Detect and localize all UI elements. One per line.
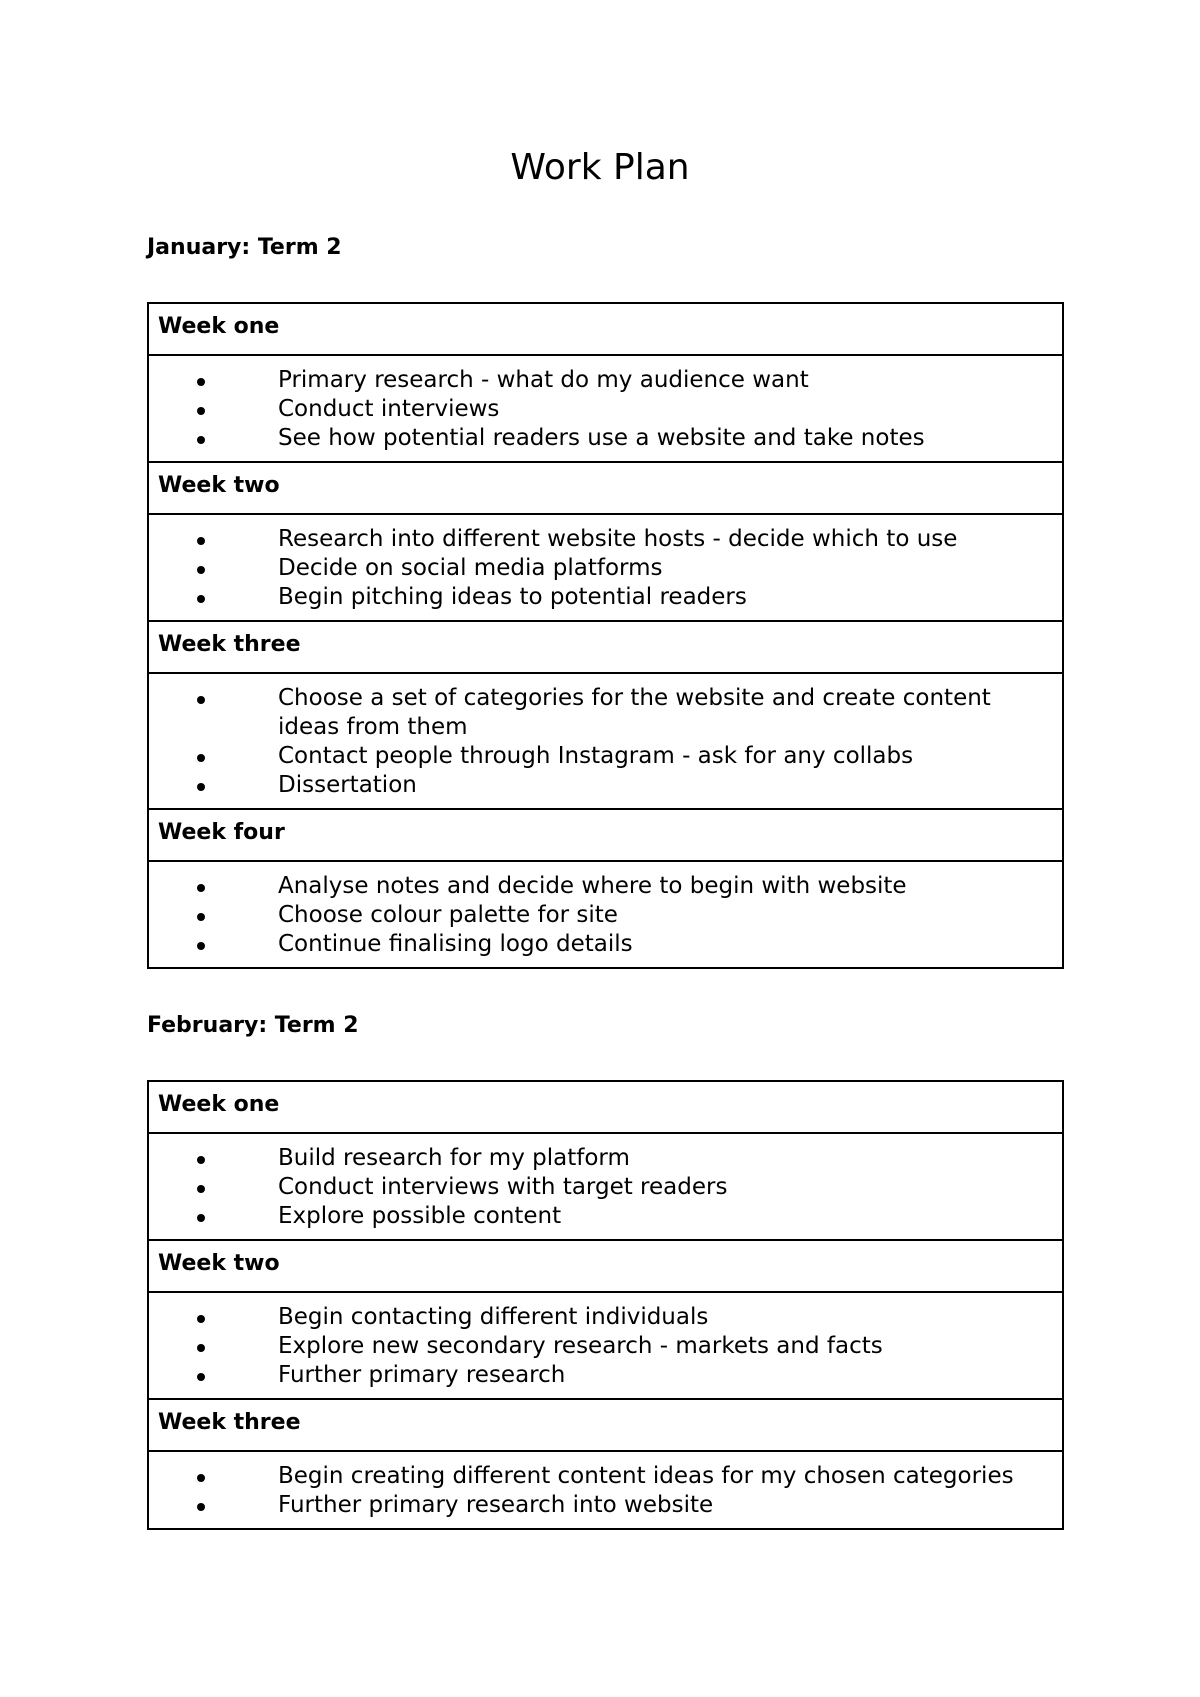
week-task-list [149, 1452, 1062, 1528]
task-item [184, 872, 1022, 901]
task-item [184, 684, 1022, 742]
week-task-list [149, 356, 1062, 463]
task-item [184, 1144, 1022, 1173]
task-text: Conduct interviews with target readers [278, 1174, 728, 1200]
section-heading-february: February: Term 2 [147, 1013, 359, 1038]
task-item [184, 1303, 1022, 1332]
task-item [184, 424, 1022, 453]
task-item [184, 583, 1022, 612]
task-text: Begin creating different content ideas for my chosen categories [278, 1463, 1014, 1489]
task-text: Decide on social media platforms [278, 555, 663, 581]
page-title: Work Plan [510, 147, 690, 188]
task-item [184, 742, 1022, 771]
week-block [149, 304, 1062, 463]
bullet-list [231, 525, 1022, 612]
week-header: Week three [149, 1400, 1062, 1452]
week-table-february [147, 1080, 1064, 1530]
task-text: Choose a set of categories for the website and create content ideas from them [278, 685, 991, 740]
task-item [184, 771, 1022, 800]
task-item [184, 366, 1022, 395]
task-item [184, 395, 1022, 424]
task-item [184, 525, 1022, 554]
task-text: Dissertation [278, 772, 417, 798]
bullet-list [231, 684, 1022, 800]
task-text: Analyse notes and decide where to begin with website [278, 873, 907, 899]
task-item [184, 1361, 1022, 1390]
task-text: Research into different website hosts - decide which to use [278, 526, 958, 552]
week-header: Week two [149, 463, 1062, 515]
week-task-list [149, 515, 1062, 622]
week-task-list [149, 862, 1062, 967]
bullet-list [231, 1303, 1022, 1390]
task-item [184, 1173, 1022, 1202]
task-text: See how potential readers use a website and take notes [278, 425, 925, 451]
task-text: Primary research - what do my audience want [278, 367, 809, 393]
week-block [149, 463, 1062, 622]
bullet-list [231, 1462, 1022, 1520]
task-text: Explore new secondary research - markets and facts [278, 1333, 883, 1359]
task-text: Begin contacting different individuals [278, 1304, 709, 1330]
task-item [184, 901, 1022, 930]
task-text: Build research for my platform [278, 1145, 630, 1171]
bullet-list [231, 366, 1022, 453]
week-task-list [149, 1293, 1062, 1400]
task-text: Contact people through Instagram - ask for any collabs [278, 743, 914, 769]
week-header: Week two [149, 1241, 1062, 1293]
week-header: Week one [149, 304, 1062, 356]
week-block [149, 1400, 1062, 1528]
week-block [149, 622, 1062, 810]
bullet-list [231, 1144, 1022, 1231]
task-text: Continue finalising logo details [278, 931, 633, 957]
week-block [149, 1082, 1062, 1241]
task-item [184, 554, 1022, 583]
week-task-list [149, 674, 1062, 810]
week-header: Week one [149, 1082, 1062, 1134]
section-heading-january: January: Term 2 [147, 235, 342, 260]
week-block [149, 810, 1062, 967]
task-item [184, 1332, 1022, 1361]
task-text: Begin pitching ideas to potential readers [278, 584, 747, 610]
task-text: Choose colour palette for site [278, 902, 618, 928]
task-text: Further primary research into website [278, 1492, 714, 1518]
week-table-january [147, 302, 1064, 969]
task-text: Conduct interviews [278, 396, 500, 422]
bullet-list [231, 872, 1022, 959]
week-block [149, 1241, 1062, 1400]
task-text: Explore possible content [278, 1203, 562, 1229]
task-item [184, 1202, 1022, 1231]
week-header: Week four [149, 810, 1062, 862]
week-header: Week three [149, 622, 1062, 674]
task-item [184, 1491, 1022, 1520]
task-item [184, 930, 1022, 959]
task-text: Further primary research [278, 1362, 566, 1388]
task-item [184, 1462, 1022, 1491]
week-task-list [149, 1134, 1062, 1241]
